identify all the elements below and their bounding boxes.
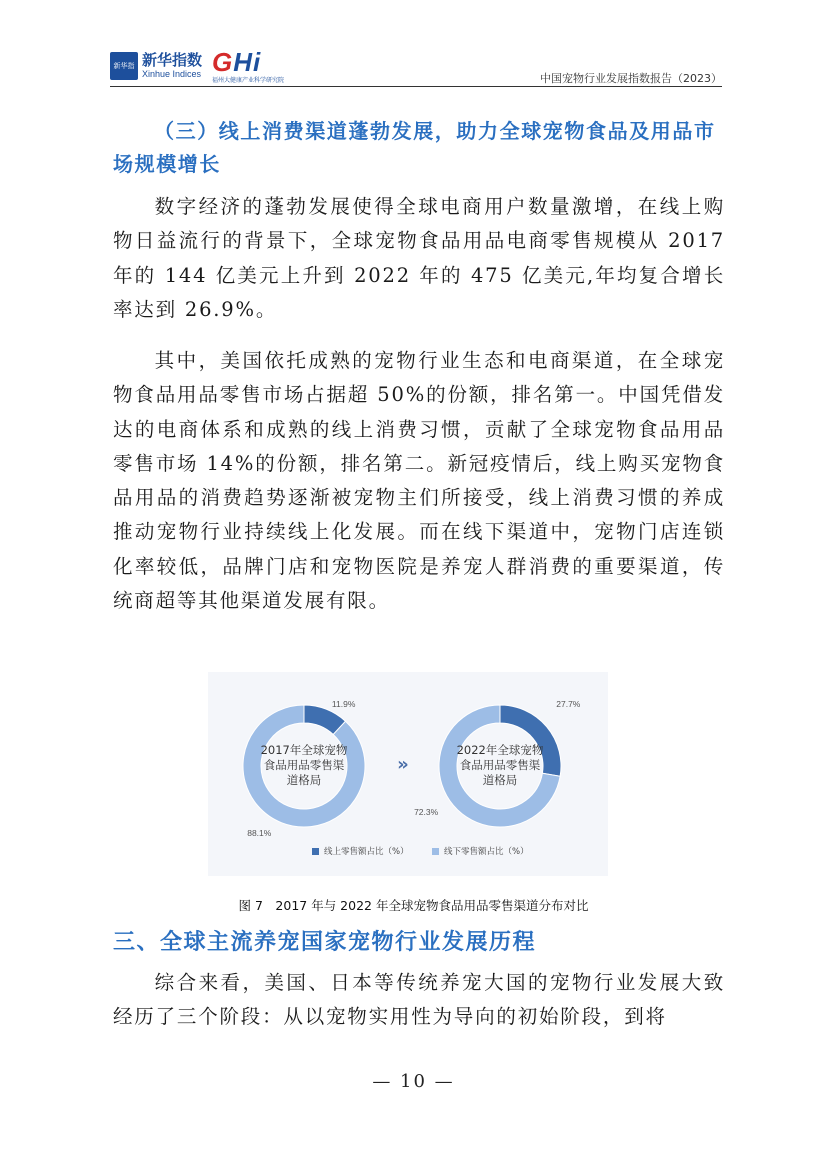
donut-1-data-label-2: 88.1% <box>247 827 272 838</box>
ghi-logo-g: G <box>212 47 234 77</box>
section-heading: 三、全球主流养宠国家宠物行业发展历程 <box>113 930 537 955</box>
donut-2-center-label-line-1: 2022年全球宠物 <box>456 743 544 757</box>
paragraph-1-text: 数字经济的蓬勃发展使得全球电商用户数量激增，在线上购物日益流行的背景下，全球宠物食品用品电商零售规模从 2017 年的 144 亿美元上升到 2022 年的 475 亿美元,年均复合增长率达到 26.9%。 <box>113 195 725 321</box>
subsection-title: （三）线上消费渠道蓬勃发展，助力全球宠物食品及用品市场规模增长 <box>113 119 716 176</box>
donut-1-center-label-line-3: 道格局 <box>286 773 322 787</box>
ghi-logo-hi: Hi <box>233 47 262 77</box>
report-title: 中国宠物行业发展指数报告（2023） <box>540 72 722 85</box>
donut-chart <box>208 672 608 876</box>
xinhua-logo-cn: 新华指数 <box>142 51 203 69</box>
ghi-logo-sub: 福州大健康产业科学研究院 <box>212 77 285 84</box>
paragraph-2 <box>113 344 725 618</box>
donut-1-center-label-line-2: 食品用品零售渠 <box>263 758 345 772</box>
legend-label-1: 线上零售额占比（%） <box>324 847 409 857</box>
paragraph-1 <box>113 190 725 327</box>
donut-2-data-label-1: 27.7% <box>556 699 581 709</box>
subsection-heading <box>113 115 723 181</box>
page-header <box>110 48 722 88</box>
legend-swatch-1 <box>312 848 319 855</box>
chevron-right-icon: » <box>397 754 409 775</box>
paragraph-2-text: 其中，美国依托成熟的宠物行业生态和电商渠道，在全球宠物食品用品零售市场占据超 50%的份额，排名第一。中国凭借发达的电商体系和成熟的线上消费习惯，贡献了全球宠物食品用品零售市场 14%的份额，排名第二。新冠疫情后，线上购买宠物食品用品的消费趋势逐渐被宠物主们所接受，线上消费习惯的养成推动宠物行业持续线上化发展。而在线下渠道中，宠物门店连锁化率较低，品牌门店和宠物医院是养宠人群消费的重要渠道，传统商超等其他渠道发展有限。 <box>113 349 725 613</box>
legend-swatch-2 <box>432 848 439 855</box>
header-divider <box>110 86 722 87</box>
paragraph-3-text: 综合来看，美国、日本等传统养宠大国的宠物行业发展大致经历了三个阶段：从以宠物实用性为导向的初始阶段，到将 <box>113 971 725 1029</box>
xinhua-logo <box>110 52 202 80</box>
donut-2-center-label-line-3: 道格局 <box>482 773 518 787</box>
paragraph-3 <box>113 966 725 1035</box>
donut-1-center-label-line-1: 2017年全球宠物 <box>260 743 348 757</box>
page-number: — 10 — <box>372 1071 455 1092</box>
donut-1-data-label-1: 11.9% <box>331 699 356 709</box>
donut-2-center-label-line-2: 食品用品零售渠 <box>459 758 541 772</box>
xinhua-logo-en: Xinhue Indices <box>142 69 202 79</box>
ghi-logo <box>212 47 308 84</box>
donut-2-data-label-2: 72.3% <box>414 807 439 818</box>
legend-label-2: 线下零售额占比（%） <box>444 847 529 857</box>
xinhua-logo-mark: 新华指 <box>110 52 138 80</box>
figure-caption: 图 7 2017 年与 2022 年全球宠物食品用品零售渠道分布对比 <box>238 898 589 913</box>
donut-chart-figure <box>208 672 608 876</box>
